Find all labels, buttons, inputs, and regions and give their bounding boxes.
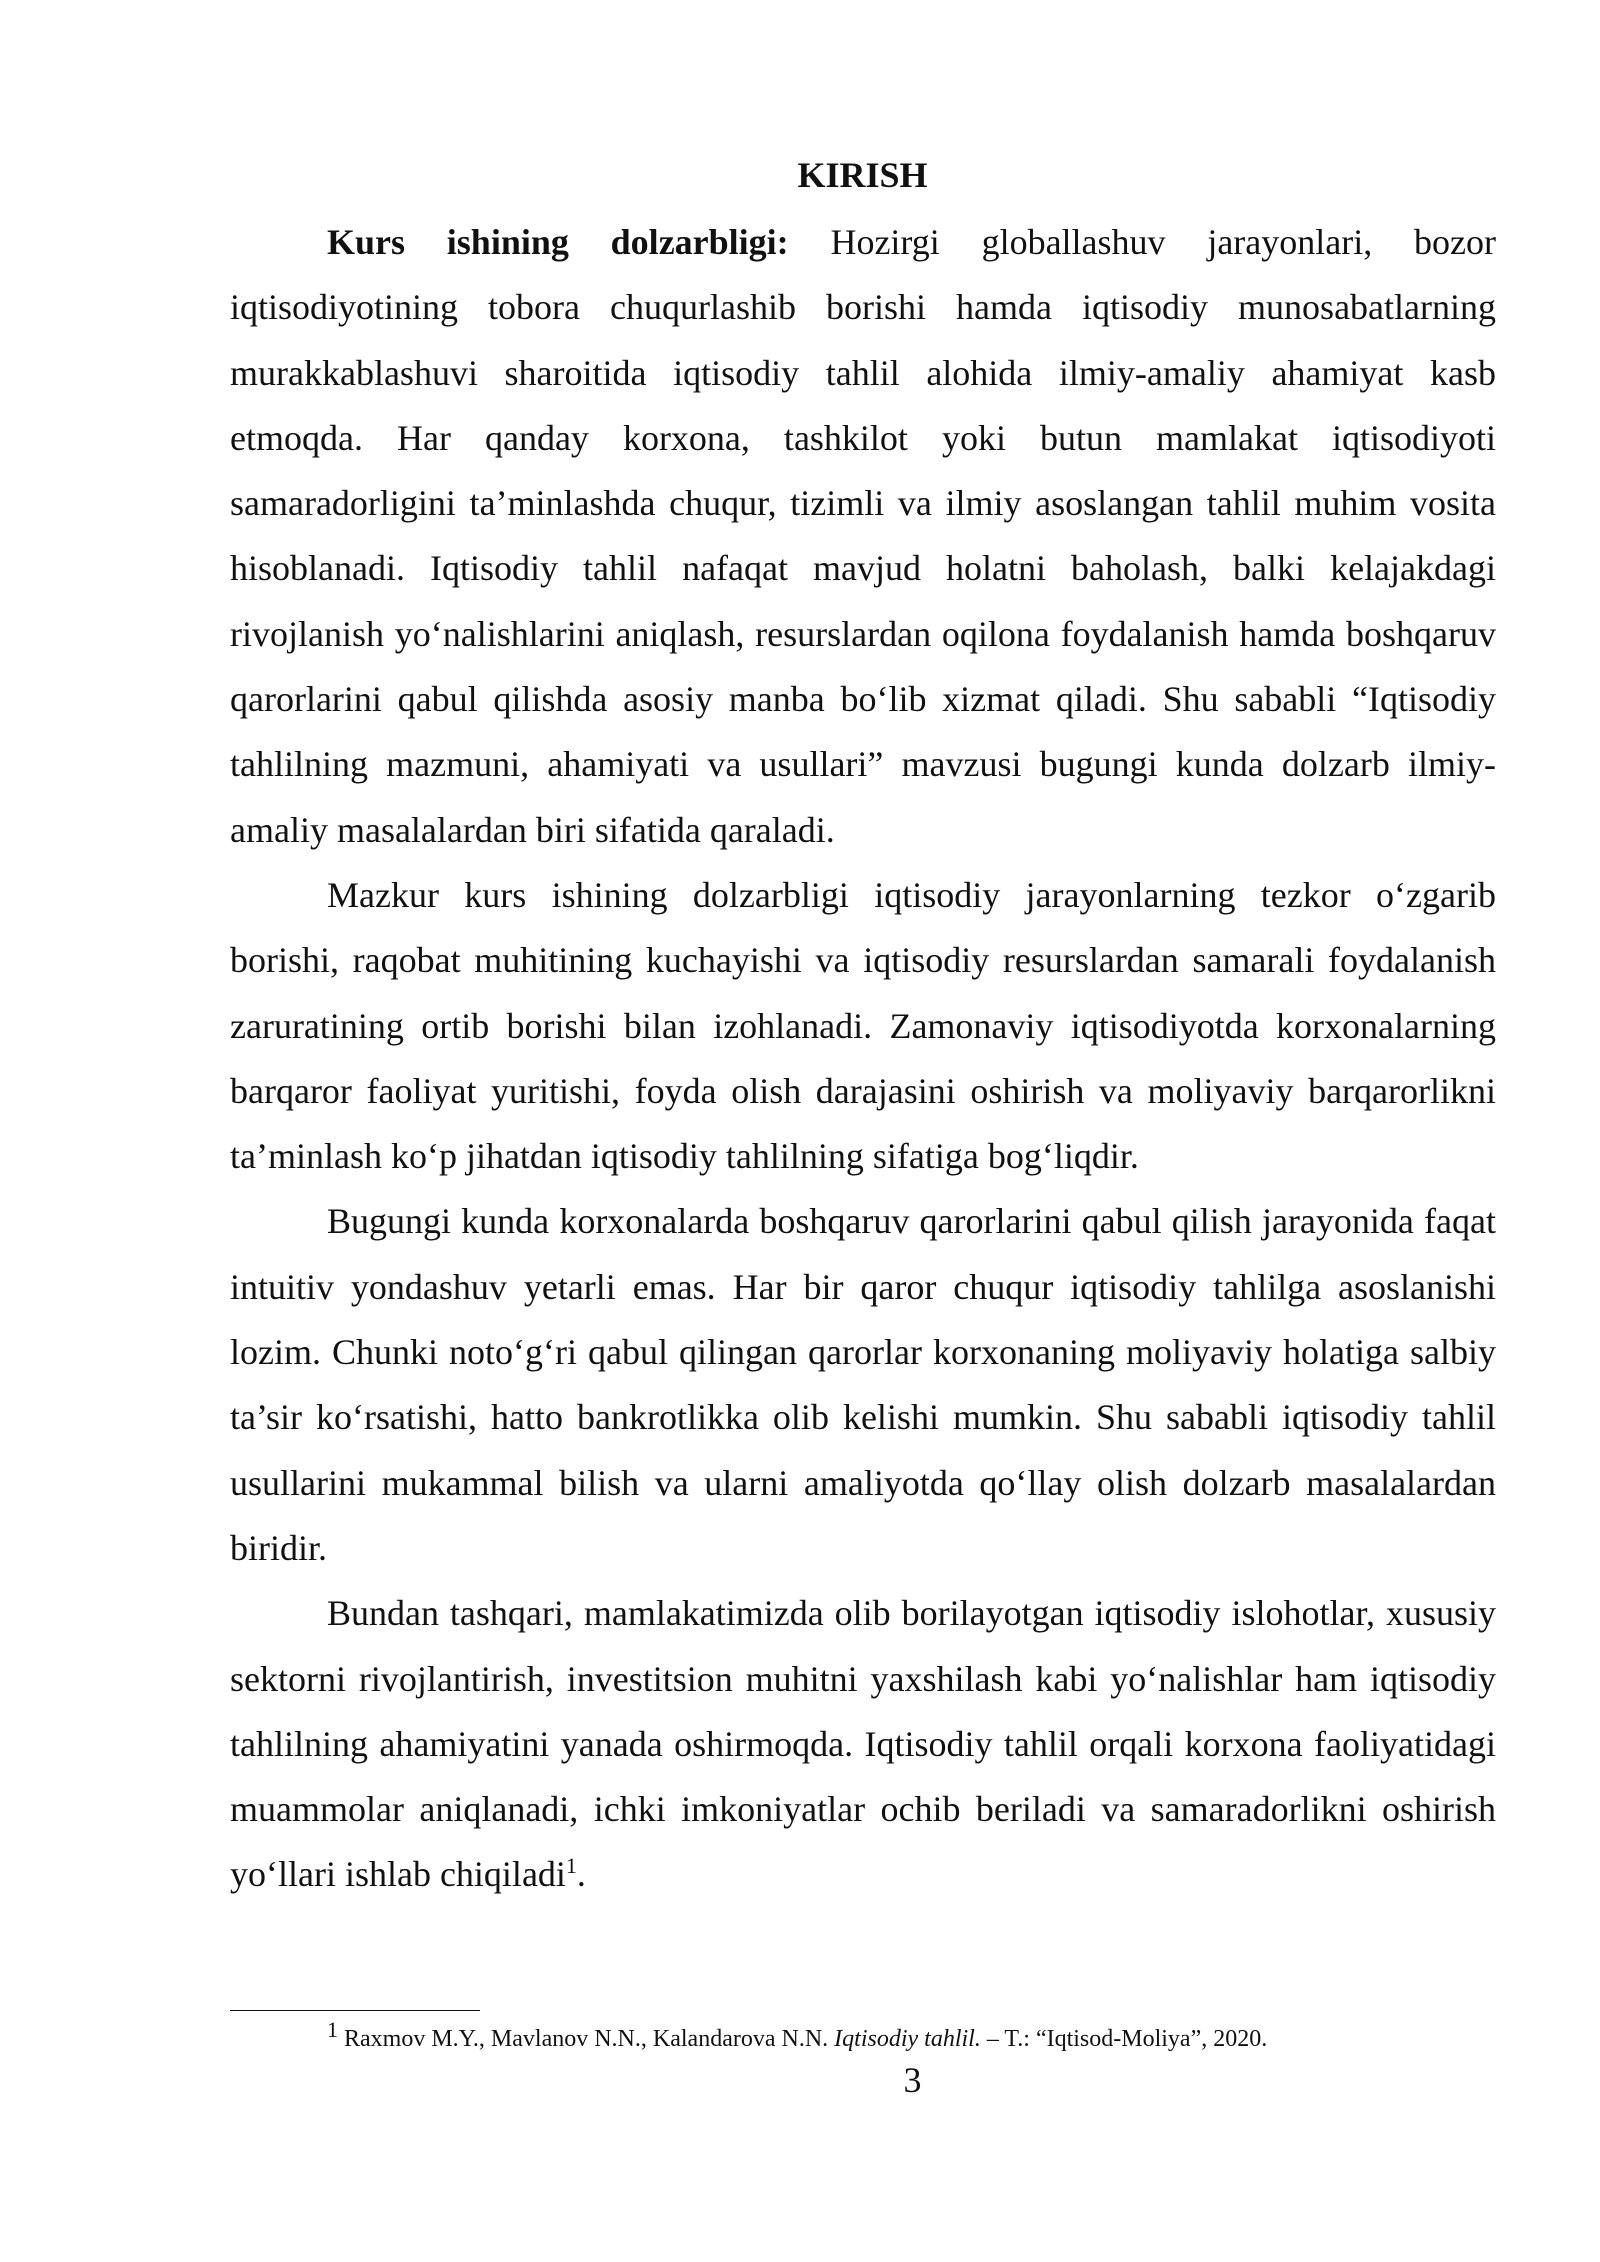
footnote-publisher: – T.: “Iqtisod-Moliya”, 2020. (980, 2026, 1268, 2052)
paragraph-relevance (230, 210, 1496, 863)
paragraph-text: Bundan tashqari, mamlakatimizda olib borilayotgan iqtisodiy islohotlar, xususiy sektorni rivojlantirish, investitsion muhitni yaxshilash kabi yo‘nalishlar ham iqtisodiy tahlilning ahamiyatini yanada oshirmoqda. Iqtisodiy tahlil orqali korxona faoliyatidagi muammolar aniqlanadi, ichki imkoniyatlar ochib beriladi va samaradorlikni oshirish yo‘llari ishlab chiqiladi (230, 1593, 1496, 1895)
paragraph-text: Hozirgi globallashuv jarayonlari, bozor iqtisodiyotining tobora chuqurlashib borishi hamda iqtisodiy munosabatlarning murakkablashuvi sharoitida iqtisodiy tahlil alohida ilmiy-amaliy ahamiyat kasb etmoqda. Har qanday korxona, tashkilot yoki butun mamlakat iqtisodiyoti samaradorligini ta’minlashda chuqur, tizimli va ilmiy asoslangan tahlil muhim vosita hisoblanadi. Iqtisodiy tahlil nafaqat mavjud holatni baholash, balki kelajakdagi rivojlanish yo‘nalishlarini aniqlash, resurslardan oqilona foydalanish hamda boshqaruv qarorlarini qabul qilishda asosiy manba bo‘lib xizmat qiladi. Shu sababli “Iqtisodiy tahlilning mazmuni, ahamiyati va usullari” mavzusi bugungi kunda dolzarb ilmiy-amaliy masalalardan biri sifatida qaraladi. (230, 222, 1496, 850)
footnote-authors: Raxmov M.Y., Mavlanov N.N., Kalandarova N.N. (338, 2026, 835, 2052)
footnote-separator (230, 2010, 480, 2011)
footnote (327, 2017, 1497, 2056)
paragraph-end: . (576, 1854, 586, 1895)
paragraph-text: Mazkur kurs ishining dolzarbligi iqtisodiy jarayonlarning tezkor o‘zgarib borishi, raqobat muhitining kuchayishi va iqtisodiy resurslardan samarali foydalanish zaruratining ortib borishi bilan izohlanadi. Zamonaviy iqtisodiyotda korxonalarning barqaror faoliyat yuritishi, foyda olish darajasini oshirish va moliyaviy barqarorlikni ta’minlash ko‘p jihatdan iqtisodiy tahlilning sifatiga bog‘liqdir. (230, 874, 1496, 1177)
footnote-mark: 1 (327, 2017, 338, 2042)
footnote-title: Iqtisodiy tahlil. (834, 2026, 981, 2052)
page-number: 3 (903, 2060, 922, 2100)
paragraph (230, 1581, 1496, 1907)
section-heading: KIRISH (797, 155, 928, 195)
paragraph (230, 1189, 1496, 1581)
paragraph-text: Bugungi kunda korxonalarda boshqaruv qarorlarini qabul qilish jarayonida faqat intuitiv yondashuv yetarli emas. Har bir qaror chuqur iqtisodiy tahlilga asoslanishi lozim. Chunki noto‘g‘ri qabul qilingan qarorlar korxonaning moliyaviy holatiga salbiy ta’sir ko‘rsatishi, hatto bankrotlikka olib kelishi mumkin. Shu sababli iqtisodiy tahlil usullarini mukammal bilish va ularni amaliyotda qo‘llay olish dolzarb masalalardan biridir. (230, 1201, 1496, 1568)
paragraph-lead: Kurs ishining dolzarbligi: (327, 222, 789, 262)
body-text (230, 210, 1496, 1908)
paragraph (230, 863, 1496, 1189)
footnote-reference[interactable]: 1 (565, 1853, 577, 1879)
